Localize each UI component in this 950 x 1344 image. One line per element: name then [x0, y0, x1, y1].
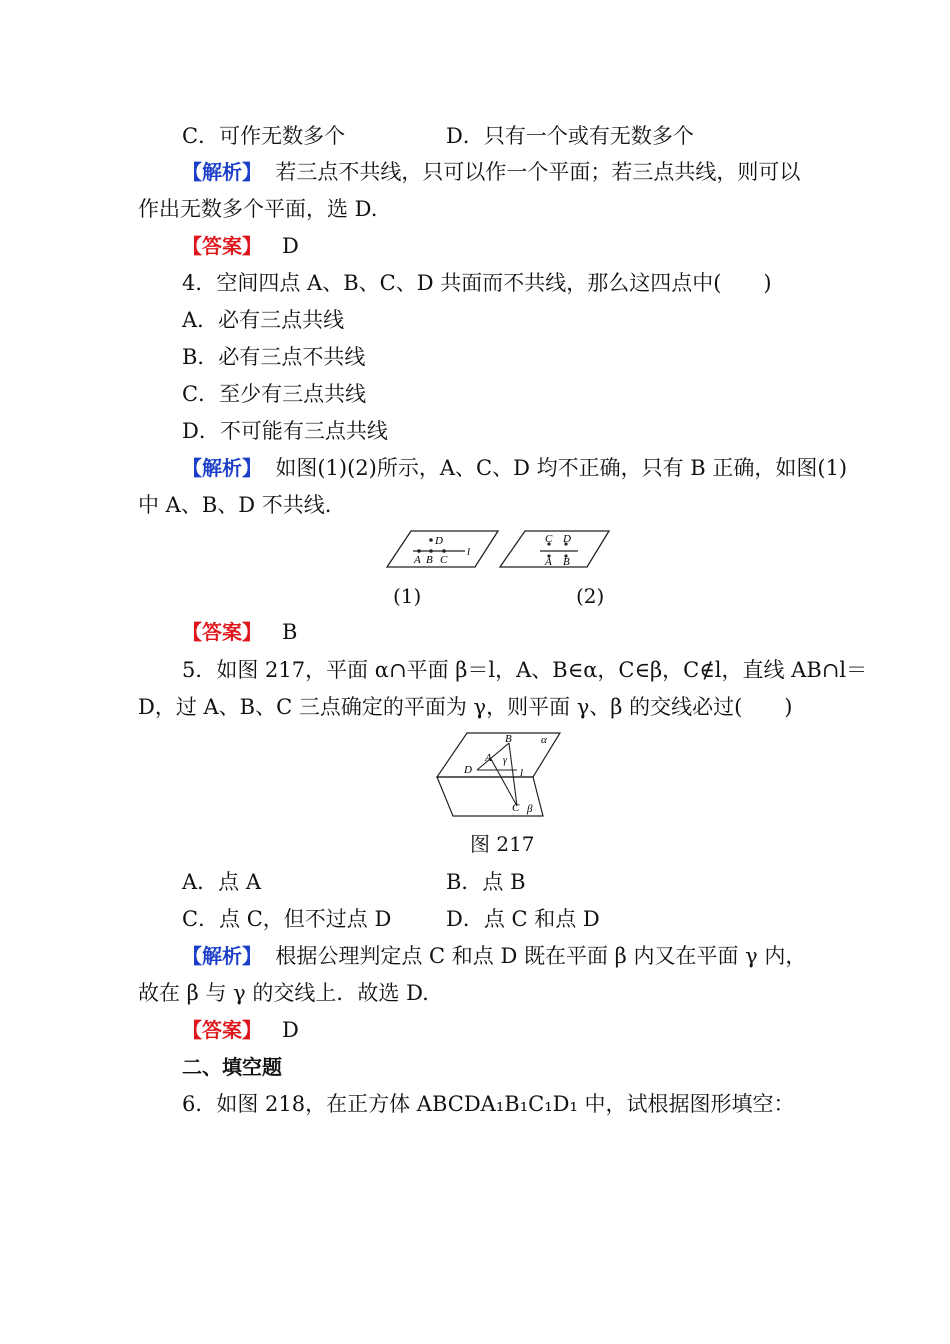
answer-value: D — [282, 1018, 299, 1042]
q5-option-c: C．点 C，但不过点 D — [182, 907, 392, 931]
label-b: B — [426, 554, 433, 566]
q5-option-d: D．点 C 和点 D — [446, 907, 600, 931]
analysis-label: 【解析】 — [182, 944, 262, 968]
q5-stem-line-2: D，过 A、B、C 三点确定的平面为 γ，则平面 γ、β 的交线必过( ) — [138, 695, 793, 719]
q5-option-b: B．点 B — [446, 870, 526, 894]
label-b: B — [563, 556, 570, 568]
answer-label: 【答案】 — [182, 620, 262, 644]
q5-answer — [182, 1015, 299, 1045]
q5-stem-line-1: 5．如图 217，平面 α∩平面 β＝l，A、B∈α，C∈β，C∉l，直线 AB∩l＝ — [182, 658, 868, 682]
label-gamma: γ — [503, 755, 507, 766]
point-d-dot — [429, 538, 433, 542]
q5-analysis-line-1 — [182, 941, 806, 971]
analysis-label: 【解析】 — [182, 456, 262, 480]
label-a: A — [414, 554, 421, 566]
q3-analysis-line-1 — [182, 157, 800, 187]
label-l: l — [520, 767, 524, 779]
q4-option-a: A．必有三点共线 — [182, 308, 345, 332]
label-a: A — [485, 752, 492, 764]
figure-217-caption: 图 217 — [470, 832, 535, 856]
q4-option-c: C．至少有三点共线 — [182, 382, 367, 406]
figure-217-planes — [433, 730, 563, 820]
point-b-dot — [429, 549, 433, 553]
label-alpha: α — [541, 734, 547, 746]
analysis-text: 若三点不共线，只可以作一个平面；若三点共线，则可以 — [275, 160, 801, 184]
label-c: C — [545, 533, 553, 545]
point-a-dot — [417, 549, 421, 553]
q4-analysis-line-1 — [182, 453, 847, 483]
label-c: C — [440, 554, 448, 566]
q3-option-d: D．只有一个或有无数多个 — [446, 124, 694, 148]
answer-label: 【答案】 — [182, 1018, 262, 1042]
label-d: D — [435, 535, 443, 547]
q4-analysis-line-2: 中 A、B、D 不共线. — [138, 493, 332, 517]
figure-1-plane — [385, 528, 501, 570]
analysis-text: 根据公理判定点 C 和点 D 既在平面 β 内又在平面 γ 内， — [275, 944, 807, 968]
label-b: B — [505, 733, 512, 745]
figure-2-plane — [498, 528, 612, 570]
figure-1-caption: (1) — [393, 584, 422, 608]
label-d: D — [563, 533, 571, 545]
point-c-dot — [442, 549, 446, 553]
label-l: l — [467, 546, 471, 558]
q6-stem: 6．如图 218，在正方体 ABCDA₁B₁C₁D₁ 中，试根据图形填空： — [182, 1092, 795, 1116]
section-title: 二、填空题 — [182, 1055, 282, 1079]
label-a: A — [545, 556, 552, 568]
q4-option-d: D．不可能有三点共线 — [182, 419, 388, 443]
q3-answer — [182, 231, 299, 261]
q4-stem: 4．空间四点 A、B、C、D 共面而不共线，那么这四点中( ) — [182, 271, 772, 295]
label-d: D — [464, 764, 472, 776]
answer-value: D — [282, 234, 299, 258]
label-beta: β — [527, 803, 533, 815]
q3-option-c: C．可作无数多个 — [182, 124, 346, 148]
analysis-label: 【解析】 — [182, 160, 262, 184]
figure-2-caption: (2) — [576, 584, 605, 608]
q5-analysis-line-2: 故在 β 与 γ 的交线上．故选 D. — [138, 981, 429, 1005]
answer-value: B — [282, 620, 298, 644]
q3-analysis-line-2: 作出无数多个平面，选 D. — [138, 197, 378, 221]
q5-option-a: A．点 A — [182, 870, 262, 894]
q4-answer — [182, 617, 297, 647]
q4-option-b: B．必有三点不共线 — [182, 345, 366, 369]
analysis-text: 如图(1)(2)所示，A、C、D 均不正确，只有 B 正确，如图(1) — [275, 456, 848, 480]
answer-label: 【答案】 — [182, 234, 262, 258]
label-c: C — [512, 802, 520, 814]
